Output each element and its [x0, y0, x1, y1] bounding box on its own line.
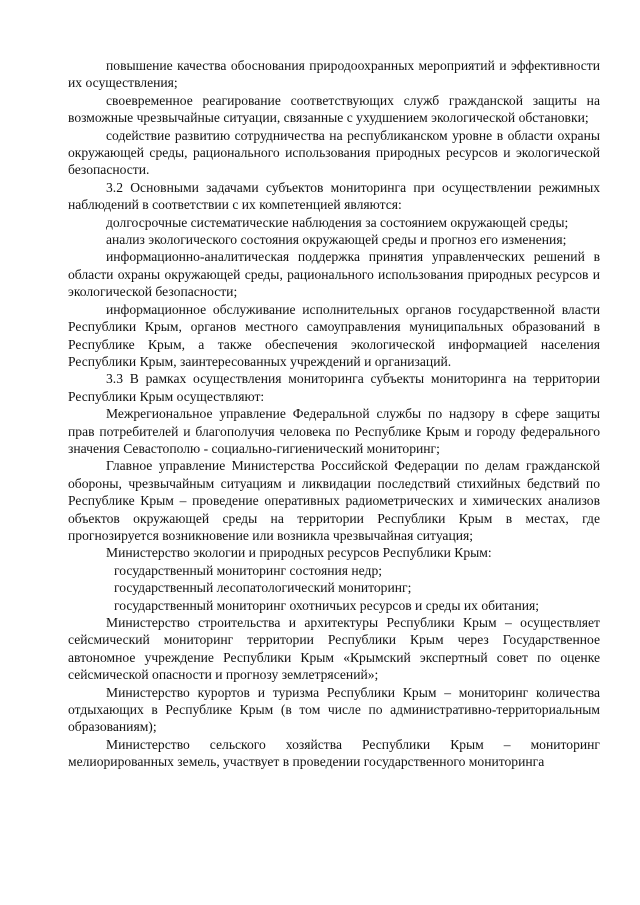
paragraph: информационное обслуживание исполнительных органов государственной власти Республики Крым, органов местного самоуправления муниципальных образований в Республике Крым, а также обеспечения экологической информацией населения Республики Крым, заинтересованных учреждений и организаций. [68, 301, 600, 369]
paragraph: 3.3 В рамках осуществления мониторинга субъекты мониторинга на территории Республики Крым осуществляют: [68, 371, 600, 404]
paragraph: Министерство сельского хозяйства Республики Крым – мониторинг мелиорированных земель, участвует в проведении государственного мониторинга [68, 736, 600, 770]
paragraph: своевременное реагирование соответствующих служб гражданской защиты на возможные чрезвычайные ситуации, связанные с ухудшением экологической обстановки; [68, 92, 600, 126]
list-item: государственный мониторинг охотничьих ресурсов и среды их обитания; [114, 597, 540, 613]
paragraph: Министерство экологии и природных ресурсов Республики Крым: [106, 545, 492, 561]
paragraph: долгосрочные систематические наблюдения за состоянием окружающей среды; [106, 214, 569, 230]
paragraph: Министерство строительства и архитектуры Республики Крым – осуществляет сейсмический мониторинг территории Республики Крым через Государственное автономное учреждение Республики Крым «Крымский экспертный совет по оценке сейсмической опасности и прогнозу землетрясений»; [68, 615, 600, 683]
list-item: государственный лесопатологический мониторинг; [114, 580, 412, 596]
paragraph: Главное управление Министерства Российской Федерации по делам гражданской обороны, чрезвычайным ситуациям и ликвидации последствий стихийных бедствий по Республике Крым – проведение оперативных радиометрических и химических анализов объектов окружающей среды на территории Республики Крым в местах, где прогнозируется возникновение или возникла чрезвычайная ситуация; [68, 458, 600, 543]
paragraph: анализ экологического состояния окружающей среды и прогноз его изменения; [106, 232, 567, 248]
paragraph: Министерство курортов и туризма Республики Крым – мониторинг количества отдыхающих в Республике Крым (в том числе по административно-территориальным образованиям); [68, 684, 600, 735]
paragraph: информационно-аналитическая поддержка принятия управленческих решений в области охраны окружающей среды, рационального использования природных ресурсов и экологической безопасности; [68, 249, 600, 300]
list-item: государственный мониторинг состояния недр; [114, 562, 383, 578]
paragraph: Межрегиональное управление Федеральной службы по надзору в сфере защиты прав потребителей и благополучия человека по Республике Крым и городу федерального значения Севастополю - социально-гигиенический мониторинг; [68, 406, 600, 456]
paragraph: 3.2 Основными задачами субъектов мониторинга при осуществлении режимных наблюдений в соответствии с их компетенцией являются: [68, 179, 600, 213]
paragraph: содействие развитию сотрудничества на республиканском уровне в области охраны окружающей среды, рационального использования природных ресурсов и экологической безопасности. [68, 127, 600, 178]
paragraph: повышение качества обоснования природоохранных мероприятий и эффективности их осуществления; [68, 58, 600, 91]
